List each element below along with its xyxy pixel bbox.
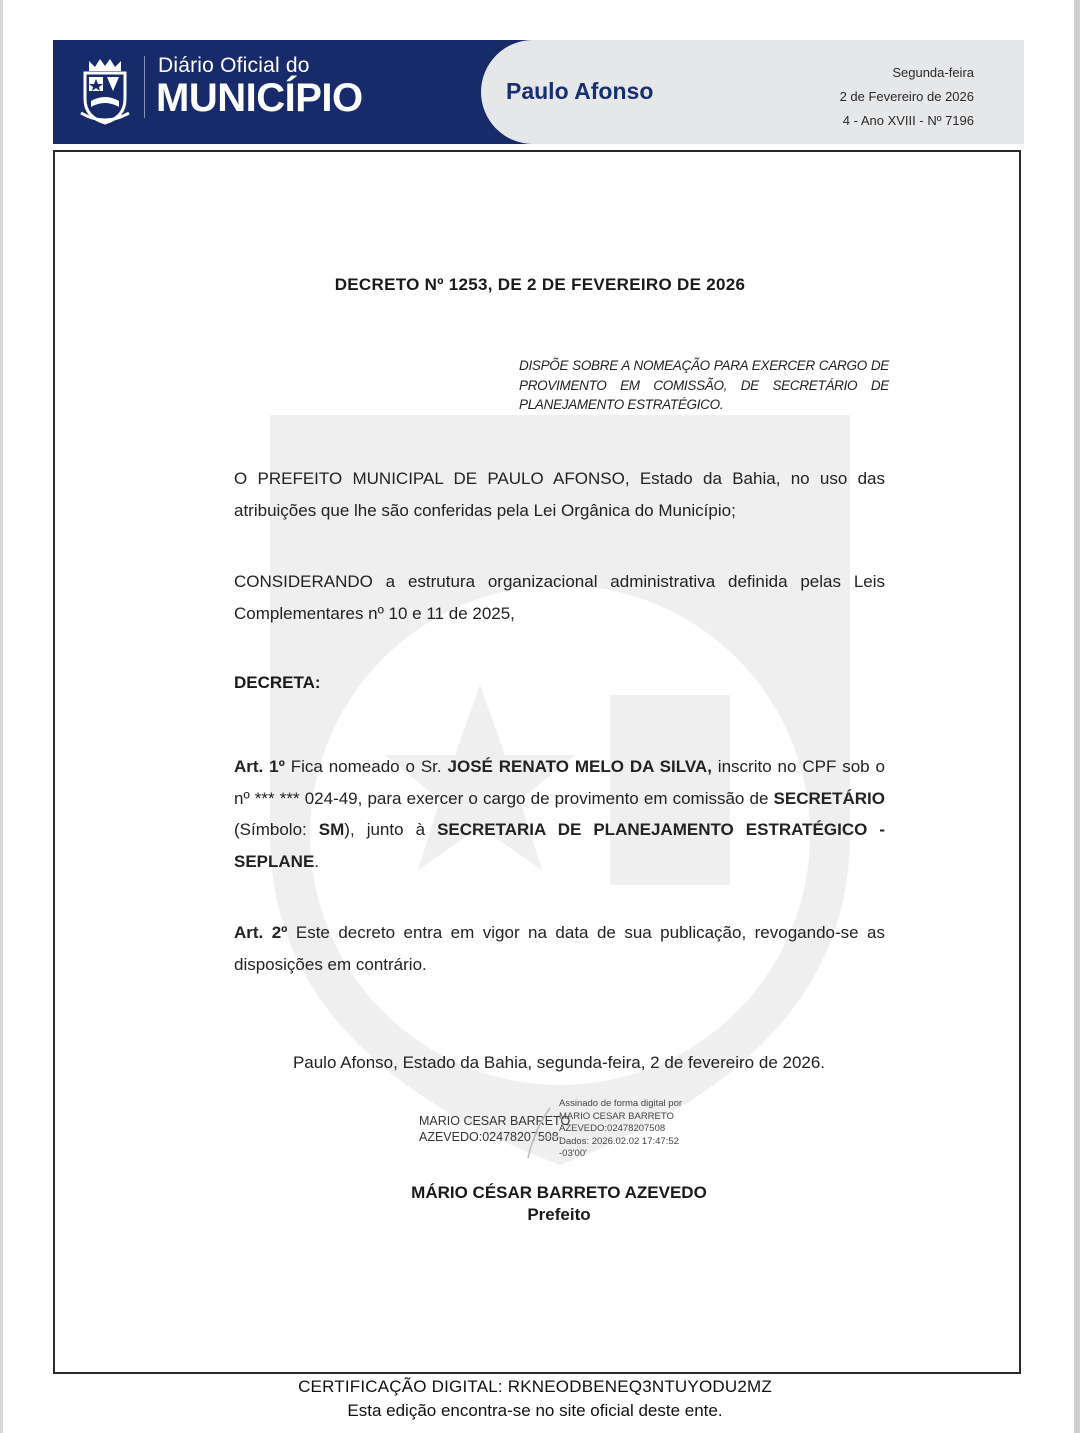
preamble-paragraph: O PREFEITO MUNICIPAL DE PAULO AFONSO, Estado da Bahia, no uso das atribuições que lhe são conferidas pela Lei Orgânica do Município;: [234, 469, 885, 520]
mayor-signature-block: [0, 1182, 1080, 1226]
position-title: SECRETÁRIO: [773, 788, 885, 808]
mayor-name: MÁRIO CÉSAR BARRETO AZEVEDO: [411, 1183, 707, 1202]
edition-number: 4 - Ano XVIII - Nº 7196: [842, 113, 974, 128]
signature-info-line-1: Assinado de forma digital por: [559, 1098, 683, 1109]
secretariat-name: SECRETARIA DE PLANEJAMENTO ESTRATÉGICO - SEPLANE: [234, 820, 885, 871]
appointee-name: JOSÉ RENATO MELO DA SILVA,: [447, 757, 712, 776]
brand-panel: [53, 40, 531, 144]
gazette-header: [53, 40, 1024, 144]
digital-certification: CERTIFICAÇÃO DIGITAL: RKNEODBENEQ3NTUYODU2MZ: [298, 1377, 772, 1396]
edition-info: [840, 61, 974, 133]
article-1-label: Art. 1º: [234, 757, 285, 776]
signature-info-line-3: AZEVEDO:02478207508: [559, 1123, 666, 1134]
brand-title: MUNICÍPIO: [156, 76, 363, 120]
signature-name-line-1: MARIO CESAR BARRETO: [419, 1114, 571, 1128]
place-and-date: Paulo Afonso, Estado da Bahia, segunda-feira, 2 de fevereiro de 2026.: [292, 1053, 826, 1072]
decree-title: DECRETO Nº 1253, DE 2 DE FEVEREIRO DE 2026: [334, 275, 746, 294]
article-2-label: Art. 2º: [234, 923, 288, 942]
article-1-text-c: (Símbolo:: [234, 820, 319, 839]
article-1-text-e: .: [314, 851, 320, 871]
signature-info-line-4: Dados: 2026.02.02 17:47:52: [559, 1135, 679, 1147]
edition-date: 2 de Fevereiro de 2026: [839, 89, 974, 104]
article-1-text-b: inscrito no CPF sob o nº *** *** 024-49, para exercer o cargo de provimento em comissão de: [234, 757, 885, 808]
article-1-text-d: ), junto à: [344, 820, 438, 839]
decreta-heading: DECRETA:: [234, 673, 321, 692]
article-1: [234, 751, 885, 877]
site-note: Esta edição encontra-se no site oficial deste ente.: [347, 1401, 723, 1420]
article-2-text: Este decreto entra em vigor na data de sua publicação, revogando-se as disposições em contrário.: [234, 923, 886, 974]
mayor-title: Prefeito: [527, 1205, 591, 1224]
edition-weekday: Segunda-feira: [892, 65, 974, 80]
brand-divider: [144, 56, 145, 118]
considerando-paragraph: CONSIDERANDO a estrutura organizacional administrativa definida pelas Leis Complementares nº 10 e 11 de 2025,: [234, 572, 885, 623]
signature-info-line-5: -03'00': [559, 1148, 587, 1159]
municipal-crest-icon: [79, 55, 131, 127]
position-symbol: SM: [318, 820, 345, 839]
city-name: Paulo Afonso: [506, 78, 654, 104]
article-1-text-a: Fica nomeado o Sr.: [284, 757, 448, 776]
digital-signature-details: [559, 1098, 699, 1161]
article-2: [234, 917, 885, 980]
signature-info-line-2: MARIO CESAR BARRETO: [559, 1110, 674, 1122]
signature-name-line-2: AZEVEDO:02478207508: [419, 1130, 559, 1144]
brand-subtitle: Diário Oficial do: [158, 54, 310, 77]
decree-summary: DISPÕE SOBRE A NOMEAÇÃO PARA EXERCER CARGO DE PROVIMENTO EM COMISSÃO, DE SECRETÁRIO DE PLANEJAMENTO ESTRATÉGICO.: [519, 358, 889, 412]
